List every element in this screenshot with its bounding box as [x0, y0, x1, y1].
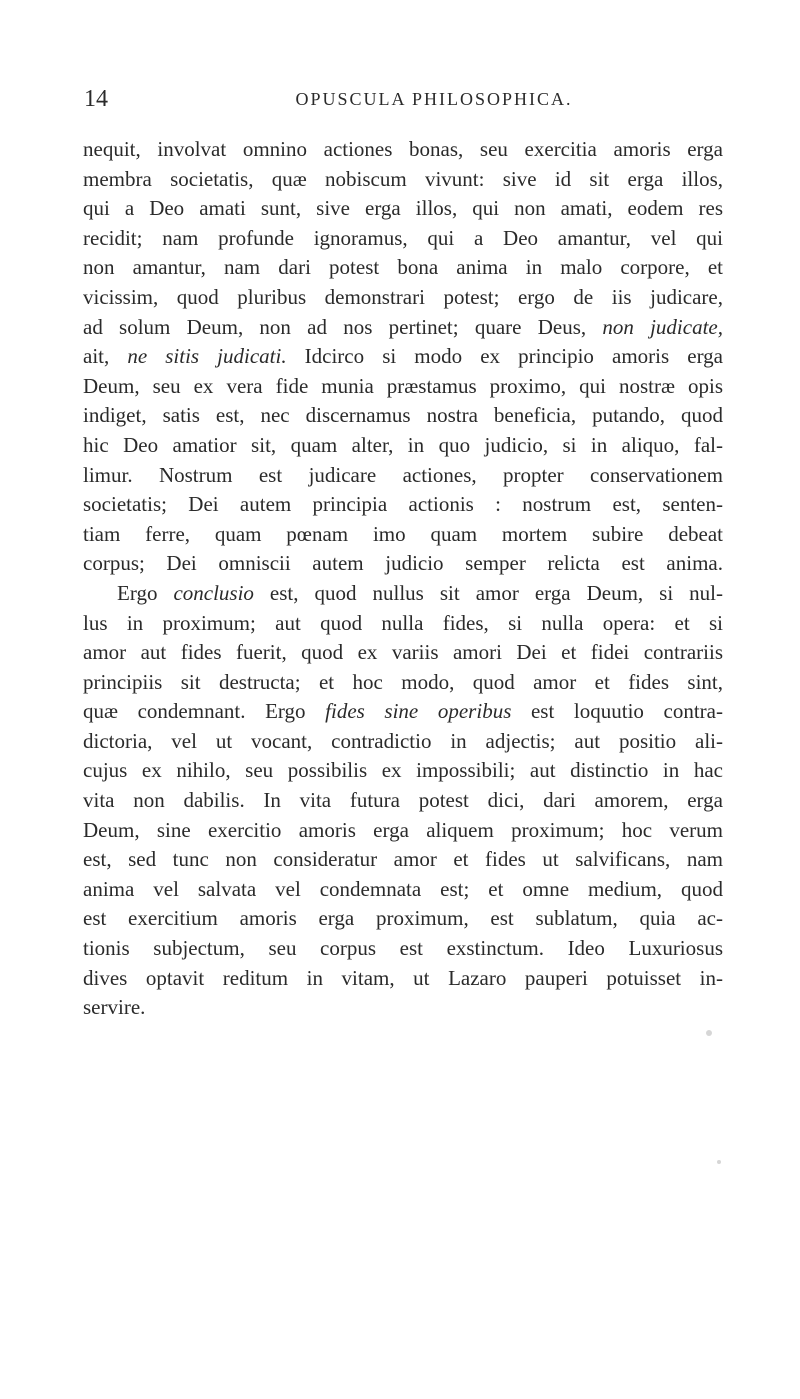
text-run: servire. — [83, 995, 146, 1020]
text-line — [83, 579, 723, 609]
text-run: Idcirco si modo ex principio amoris erga — [286, 344, 723, 369]
text-run: dictoria, vel ut vocant, contradictio in adjectis; aut positio ali- — [83, 728, 723, 753]
text-line — [83, 490, 723, 520]
text-line — [83, 638, 723, 668]
text-run: Ergo — [117, 580, 174, 605]
text-line — [83, 401, 723, 431]
text-run: dives optavit reditum in vitam, ut Lazaro pauperi potuisset in- — [83, 965, 723, 990]
text-run: hic Deo amatior sit, quam alter, in quo judicio, si in aliquo, fal- — [83, 432, 723, 457]
text-run: ait, — [83, 344, 128, 369]
text-run: est exercitium amoris erga proximum, est sublatum, quia ac- — [83, 906, 723, 931]
text-run: quæ condemnant. Ergo — [83, 699, 326, 724]
text-line — [83, 461, 723, 491]
text-line — [83, 520, 723, 550]
text-run: amor aut fides fuerit, quod ex variis amori Dei et fidei contrariis — [83, 640, 723, 665]
text-run: est loquutio contra- — [511, 699, 723, 724]
text-line — [83, 194, 723, 224]
text-line — [83, 609, 723, 639]
text-line — [83, 253, 723, 283]
text-line — [83, 875, 723, 905]
text-run: tionis subjectum, seu corpus est exstinctum. Ideo Luxuriosus — [83, 936, 723, 961]
italic-phrase: non judicate, — [602, 314, 723, 339]
text-run: tiam ferre, quam pœnam imo quam mortem subire debeat — [83, 521, 723, 546]
text-line — [83, 816, 723, 846]
text-run: qui a Deo amati sunt, sive erga illos, qui non amati, eodem res — [83, 196, 723, 221]
text-run: vita non dabilis. In vita futura potest dici, dari amorem, erga — [83, 788, 723, 813]
text-line — [83, 135, 723, 165]
text-line — [83, 727, 723, 757]
text-run: membra societatis, quæ nobiscum vivunt: sive id sit erga illos, — [83, 166, 723, 191]
text-run: non amantur, nam dari potest bona anima in malo corpore, et — [83, 255, 723, 280]
text-run: nequit, involvat omnino actiones bonas, seu exercitia amoris erga — [83, 137, 723, 161]
italic-phrase: fides sine operibus — [325, 699, 512, 724]
text-line — [83, 549, 723, 579]
text-run: ad solum Deum, non ad nos pertinet; quare Deus, — [83, 314, 603, 339]
text-run: indiget, satis est, nec discernamus nostra beneficia, putando, quod — [83, 403, 723, 428]
text-line — [83, 993, 723, 1023]
paper-speck — [706, 1030, 712, 1036]
text-run: limur. Nostrum est judicare actiones, propter conservationem — [83, 462, 723, 487]
text-run: lus in proximum; aut quod nulla fides, si nulla opera: et si — [83, 610, 723, 635]
text-line — [83, 668, 723, 698]
text-run: vicissim, quod pluribus demonstrari potest; ergo de iis judicare, — [83, 284, 723, 309]
text-run: recidit; nam profunde ignoramus, qui a Deo amantur, vel qui — [83, 225, 723, 250]
text-line — [83, 756, 723, 786]
text-line — [83, 165, 723, 195]
text-run: Deum, seu ex vera fide munia præstamus proximo, qui nostræ opis — [83, 373, 723, 398]
text-run: est, sed tunc non consideratur amor et fides ut salvificans, nam — [83, 847, 723, 872]
text-line — [83, 431, 723, 461]
italic-phrase: conclusio — [173, 580, 254, 605]
text-run: Deum, sine exercitio amoris erga aliquem proximum; hoc verum — [83, 817, 723, 842]
text-line — [83, 904, 723, 934]
text-line — [83, 283, 723, 313]
text-run: est, quod nullus sit amor erga Deum, si nul- — [253, 580, 723, 605]
text-line — [83, 697, 723, 727]
text-line — [83, 786, 723, 816]
text-line — [83, 934, 723, 964]
text-line — [83, 845, 723, 875]
text-run: cujus ex nihilo, seu possibilis ex impossibili; aut distinctio in hac — [83, 758, 723, 783]
italic-phrase: ne sitis judicati. — [127, 344, 287, 369]
text-run: principiis sit destructa; et hoc modo, quod amor et fides sint, — [83, 669, 723, 694]
paper-speck — [717, 1160, 721, 1164]
running-head — [84, 82, 724, 116]
body-text — [83, 135, 723, 1023]
text-line — [83, 224, 723, 254]
text-run: anima vel salvata vel condemnata est; et omne medium, quod — [83, 876, 723, 901]
text-run: corpus; Dei omniscii autem judicio semper relicta est anima. — [83, 551, 723, 576]
text-line — [83, 964, 723, 994]
text-line — [83, 313, 723, 343]
text-line — [83, 372, 723, 402]
text-line — [83, 342, 723, 372]
running-title: OPUSCULA PHILOSOPHICA. — [295, 89, 573, 109]
text-run: societatis; Dei autem principia actionis : nostrum est, senten- — [83, 492, 723, 517]
page-number: 14 — [84, 86, 108, 112]
